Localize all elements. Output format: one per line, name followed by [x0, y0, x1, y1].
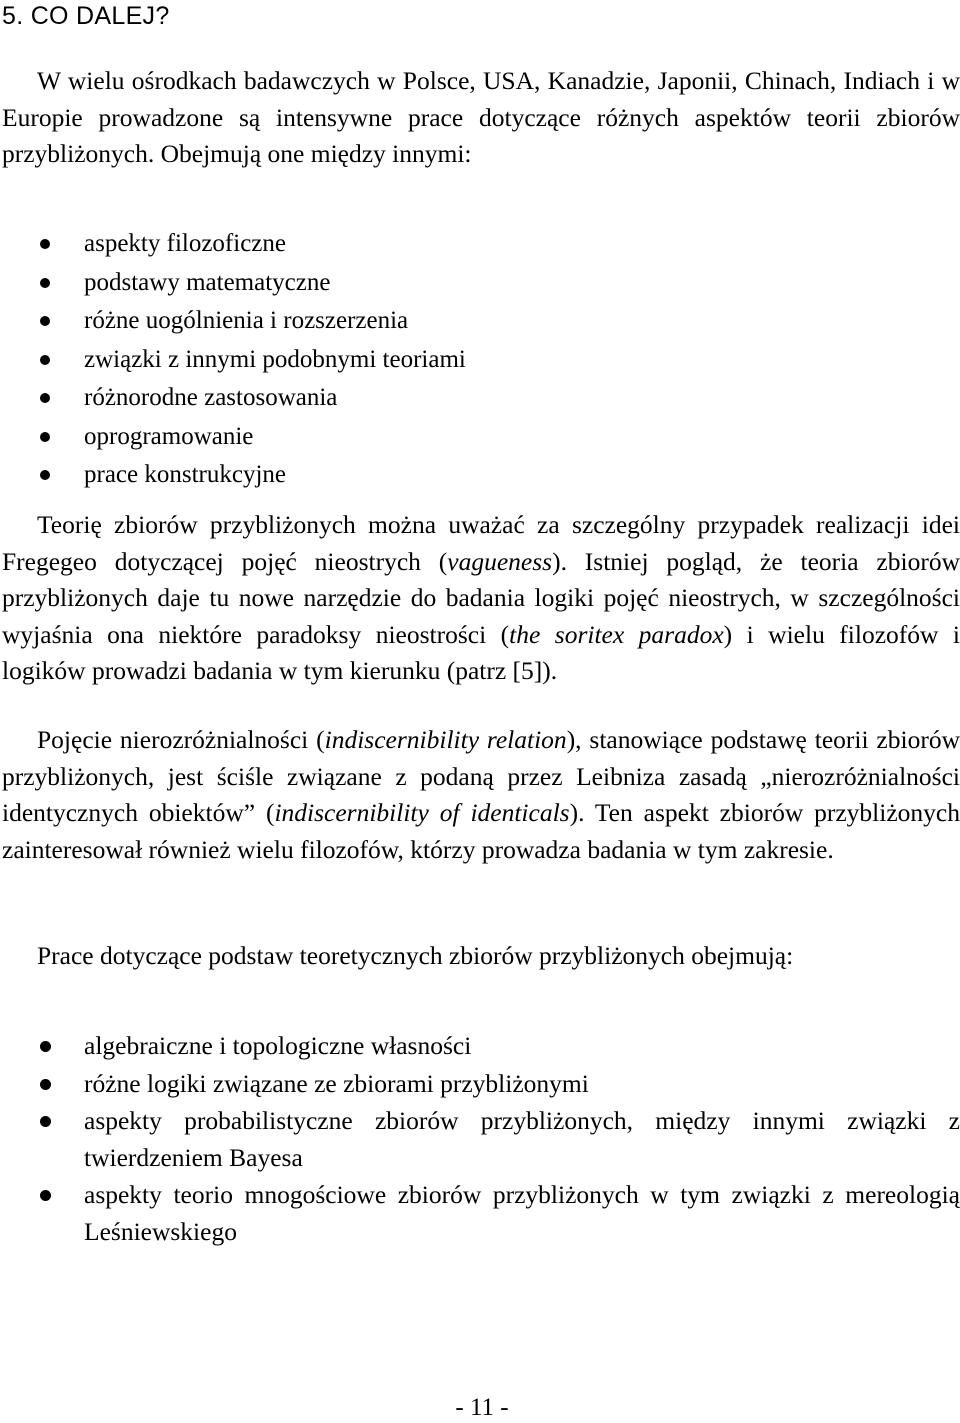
- bullet-icon: [40, 355, 50, 365]
- bullet-icon: [40, 1190, 51, 1201]
- paragraph-text: Pojęcie nierozróżnialności (: [37, 725, 325, 754]
- section-heading: 5. CO DALEJ?: [2, 2, 170, 30]
- english-term: vagueness: [447, 546, 553, 576]
- bullet-icon: [40, 278, 50, 288]
- paragraph-text: ). Istniej pogląd, że teoria zbiorów przybliżonych daje tu nowe narzędzie do badania logiki pojęć nieostrych, w szczególności wyjaśnia ona niektóre paradoksy nieostrości (: [2, 546, 960, 649]
- paragraph-text: ), stanowiące podstawę teorii zbiorów przybliżonych, jest ściśle związane z podaną przez Leibniza zasadą „nierozróżnialności identycznych obiektów” (: [2, 725, 960, 827]
- list-item-text: prace konstrukcyjne: [84, 461, 287, 488]
- list-item: [2, 1066, 960, 1103]
- foundations-list: [2, 1028, 960, 1251]
- list-item: [2, 302, 960, 341]
- bullet-icon: [40, 1079, 51, 1090]
- bullet-icon: [40, 316, 50, 326]
- intro-paragraph: W wielu ośrodkach badawczych w Polsce, USA, Kanadzie, Japonii, Chinach, Indiach i w Europie prowadzone są intensywne prace dotyczące różnych aspektów teorii zbiorów przybliżonych. Obejmują one między innymi:: [2, 66, 960, 168]
- list-item-text: aspekty teorio mnogościowe zbiorów przybliżonych w tym związki z mereologią Leśniewskiego: [84, 1180, 960, 1246]
- list-item-text: aspekty probabilistyczne zbiorów przybliżonych, między innymi związki z twierdzeniem Bayesa: [84, 1106, 960, 1172]
- list-item: [2, 225, 960, 264]
- paragraph-text: Teorię zbiorów przybliżonych można uważać za szczególny przypadek realizacji idei Fregegeo dotyczącej pojęć nieostrych (: [2, 510, 960, 576]
- paragraph-text: ). Ten aspekt zbiorów przybliżonych zainteresował również wielu filozofów, którzy prowadza badania w tym zakresie.: [2, 798, 960, 864]
- list-item: [2, 341, 960, 380]
- bullet-icon: [40, 470, 50, 480]
- bullet-icon: [40, 432, 50, 442]
- list-item: [2, 1028, 960, 1065]
- english-term: indiscernibility of identicals: [274, 798, 570, 827]
- list-item: [2, 418, 960, 457]
- bullet-icon: [40, 1041, 51, 1052]
- list-item: [2, 379, 960, 418]
- bullet-icon: [40, 393, 50, 403]
- list-item-text: algebraiczne i topologiczne własności: [84, 1031, 472, 1060]
- foundations-paragraph: Prace dotyczące podstaw teoretycznych zbiorów przybliżonych obejmują:: [37, 941, 794, 970]
- paragraph-text: ) i wielu filozofów i logików prowadzi badania w tym kierunku (patrz [5]).: [2, 619, 960, 685]
- list-item: [2, 1177, 960, 1250]
- list-item: [2, 264, 960, 303]
- list-item-text: różne uogólnienia i rozszerzenia: [84, 307, 409, 334]
- list-item-text: oprogramowanie: [84, 422, 254, 450]
- research-areas-list: [2, 225, 960, 495]
- english-term: indiscernibility relation: [324, 725, 567, 754]
- list-item-text: aspekty filozoficzne: [84, 230, 286, 257]
- list-item-text: podstawy matematyczne: [84, 268, 331, 296]
- english-term: the soritex paradox: [509, 619, 724, 649]
- page-number: [0, 1393, 960, 1423]
- list-item-text: różne logiki związane ze zbiorami przybliżonymi: [84, 1068, 589, 1098]
- page-number-text: - 11 -: [455, 1394, 509, 1421]
- list-item: [2, 456, 960, 495]
- rough-sets-vagueness-paragraph: [2, 507, 960, 690]
- indiscernibility-paragraph: [2, 722, 960, 868]
- list-item-text: różnorodne zastosowania: [84, 384, 338, 411]
- list-item: [2, 1103, 960, 1176]
- list-item-text: związki z innymi podobnymi teoriami: [84, 345, 466, 373]
- bullet-icon: [40, 239, 50, 249]
- bullet-icon: [40, 1116, 51, 1127]
